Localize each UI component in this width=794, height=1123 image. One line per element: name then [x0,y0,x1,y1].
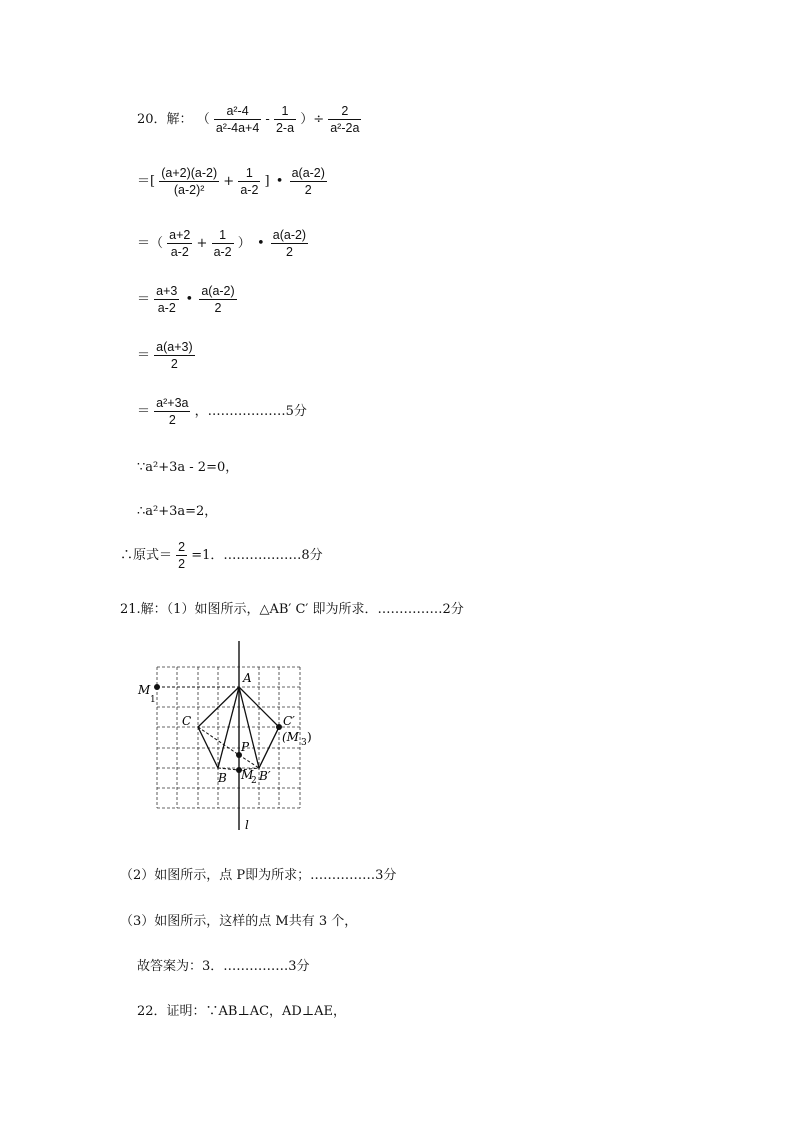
multiply-dot: • [275,174,284,189]
point-m1 [154,684,160,690]
label-p: P [241,740,250,754]
fraction: $\frac{1}{a-2}$ [213,228,232,259]
label-m3: (M [282,730,299,744]
fraction: $\frac{a(a-2)}{2}$ [272,228,307,259]
fraction: $\frac{a(a-2)}{2}$ [201,284,235,315]
label-m3-close: ) [307,730,312,744]
q21-part2: （2）如图所示，点 P即为所求；……………3分 [120,868,397,883]
fraction: $\frac{2}{2}$ [178,540,186,571]
fraction: $\frac{1}{2-a}$ [275,104,295,135]
fraction: $\frac{\text{a²-4}}{\text{a²-4a+4}}$ [215,104,260,135]
q20-since: ∵a²+3a - 2=0， [137,460,239,475]
q20-line6: ＝ $\frac{\text{a²+3a}}{2}$ ，………………5分 [137,396,307,427]
label-b-prime: B′ [259,769,271,783]
multiply-dot: • [256,236,265,251]
label-m3-sub: 3 [301,738,307,748]
fraction: $\frac{1}{a-2}$ [240,166,259,197]
geometry-figure [130,636,330,836]
fraction: $\frac{a+3}{a-2}$ [156,284,178,315]
q20-line2: ＝[ $\frac{(a+2)(a-2)}{\text{(a-2)²}}$ + $\frac{1}{a-2}$ ] • $\frac{a(a-2)}{2}$ [137,166,325,197]
label-l: l [245,818,249,832]
label-c: C [182,714,192,728]
label-c-prime: C′ [283,714,295,728]
paren-open: （ [196,112,210,127]
q21-answer: 故答案为：3．……………3分 [137,959,310,974]
label-a: A [243,671,252,685]
fraction: $\frac{(a+2)(a-2)}{\text{(a-2)²}}$ [161,166,218,197]
minus-sign: - [265,112,270,127]
q20-line3: ＝（ $\frac{a+2}{a-2}$ + $\frac{1}{a-2}$ ） • $\frac{a(a-2)}{2}$ [137,228,307,259]
multiply-dot: • [185,292,194,307]
fraction: $\frac{a(a-2)}{2}$ [291,166,325,197]
label-m2-sub: 2 [251,776,257,786]
segment-b-prime-to-m3 [259,727,279,768]
q20-therefore: ∴a²+3a=2， [137,504,218,519]
q22-line: 22．证明：∵AB⊥AC，AD⊥AE， [137,1004,346,1019]
q21-part3: （3）如图所示，这样的点 M共有 3 个， [120,914,358,929]
score-note: ，………………5分 [194,404,307,419]
label-m2: M [241,768,254,782]
q21-part1: 21.解：（1）如图所示，△AB′ C′ 即为所求．……………2分 [120,602,464,617]
fraction: $\frac{a+2}{a-2}$ [169,228,191,259]
q20-label: 20．解： [137,112,193,127]
q20-line4: ＝ $\frac{a+3}{a-2}$ • $\frac{a(a-2)}{2}$ [137,284,235,315]
fraction: $\frac{\text{a²+3a}}{2}$ [156,396,189,427]
q20-result: ∴原式＝ $\frac{2}{2}$ =1．………………8分 [120,540,323,571]
q20-line1 [137,104,361,135]
label-m1: M [138,683,151,697]
label-m1-sub: 1 [150,695,156,705]
q20-line5: ＝ $\frac{a(a+3)}{2}$ [137,340,193,371]
fraction: $\frac{a(a+3)}{2}$ [156,340,193,371]
dashed-grid [157,667,300,808]
label-b: B [218,771,227,785]
triangle-abc [198,687,239,768]
paren-close-divide: ）÷ [300,112,325,127]
fraction: $\frac{2}{\text{a²-2a}}$ [330,104,360,135]
score-note: =1．………………8分 [191,548,323,563]
